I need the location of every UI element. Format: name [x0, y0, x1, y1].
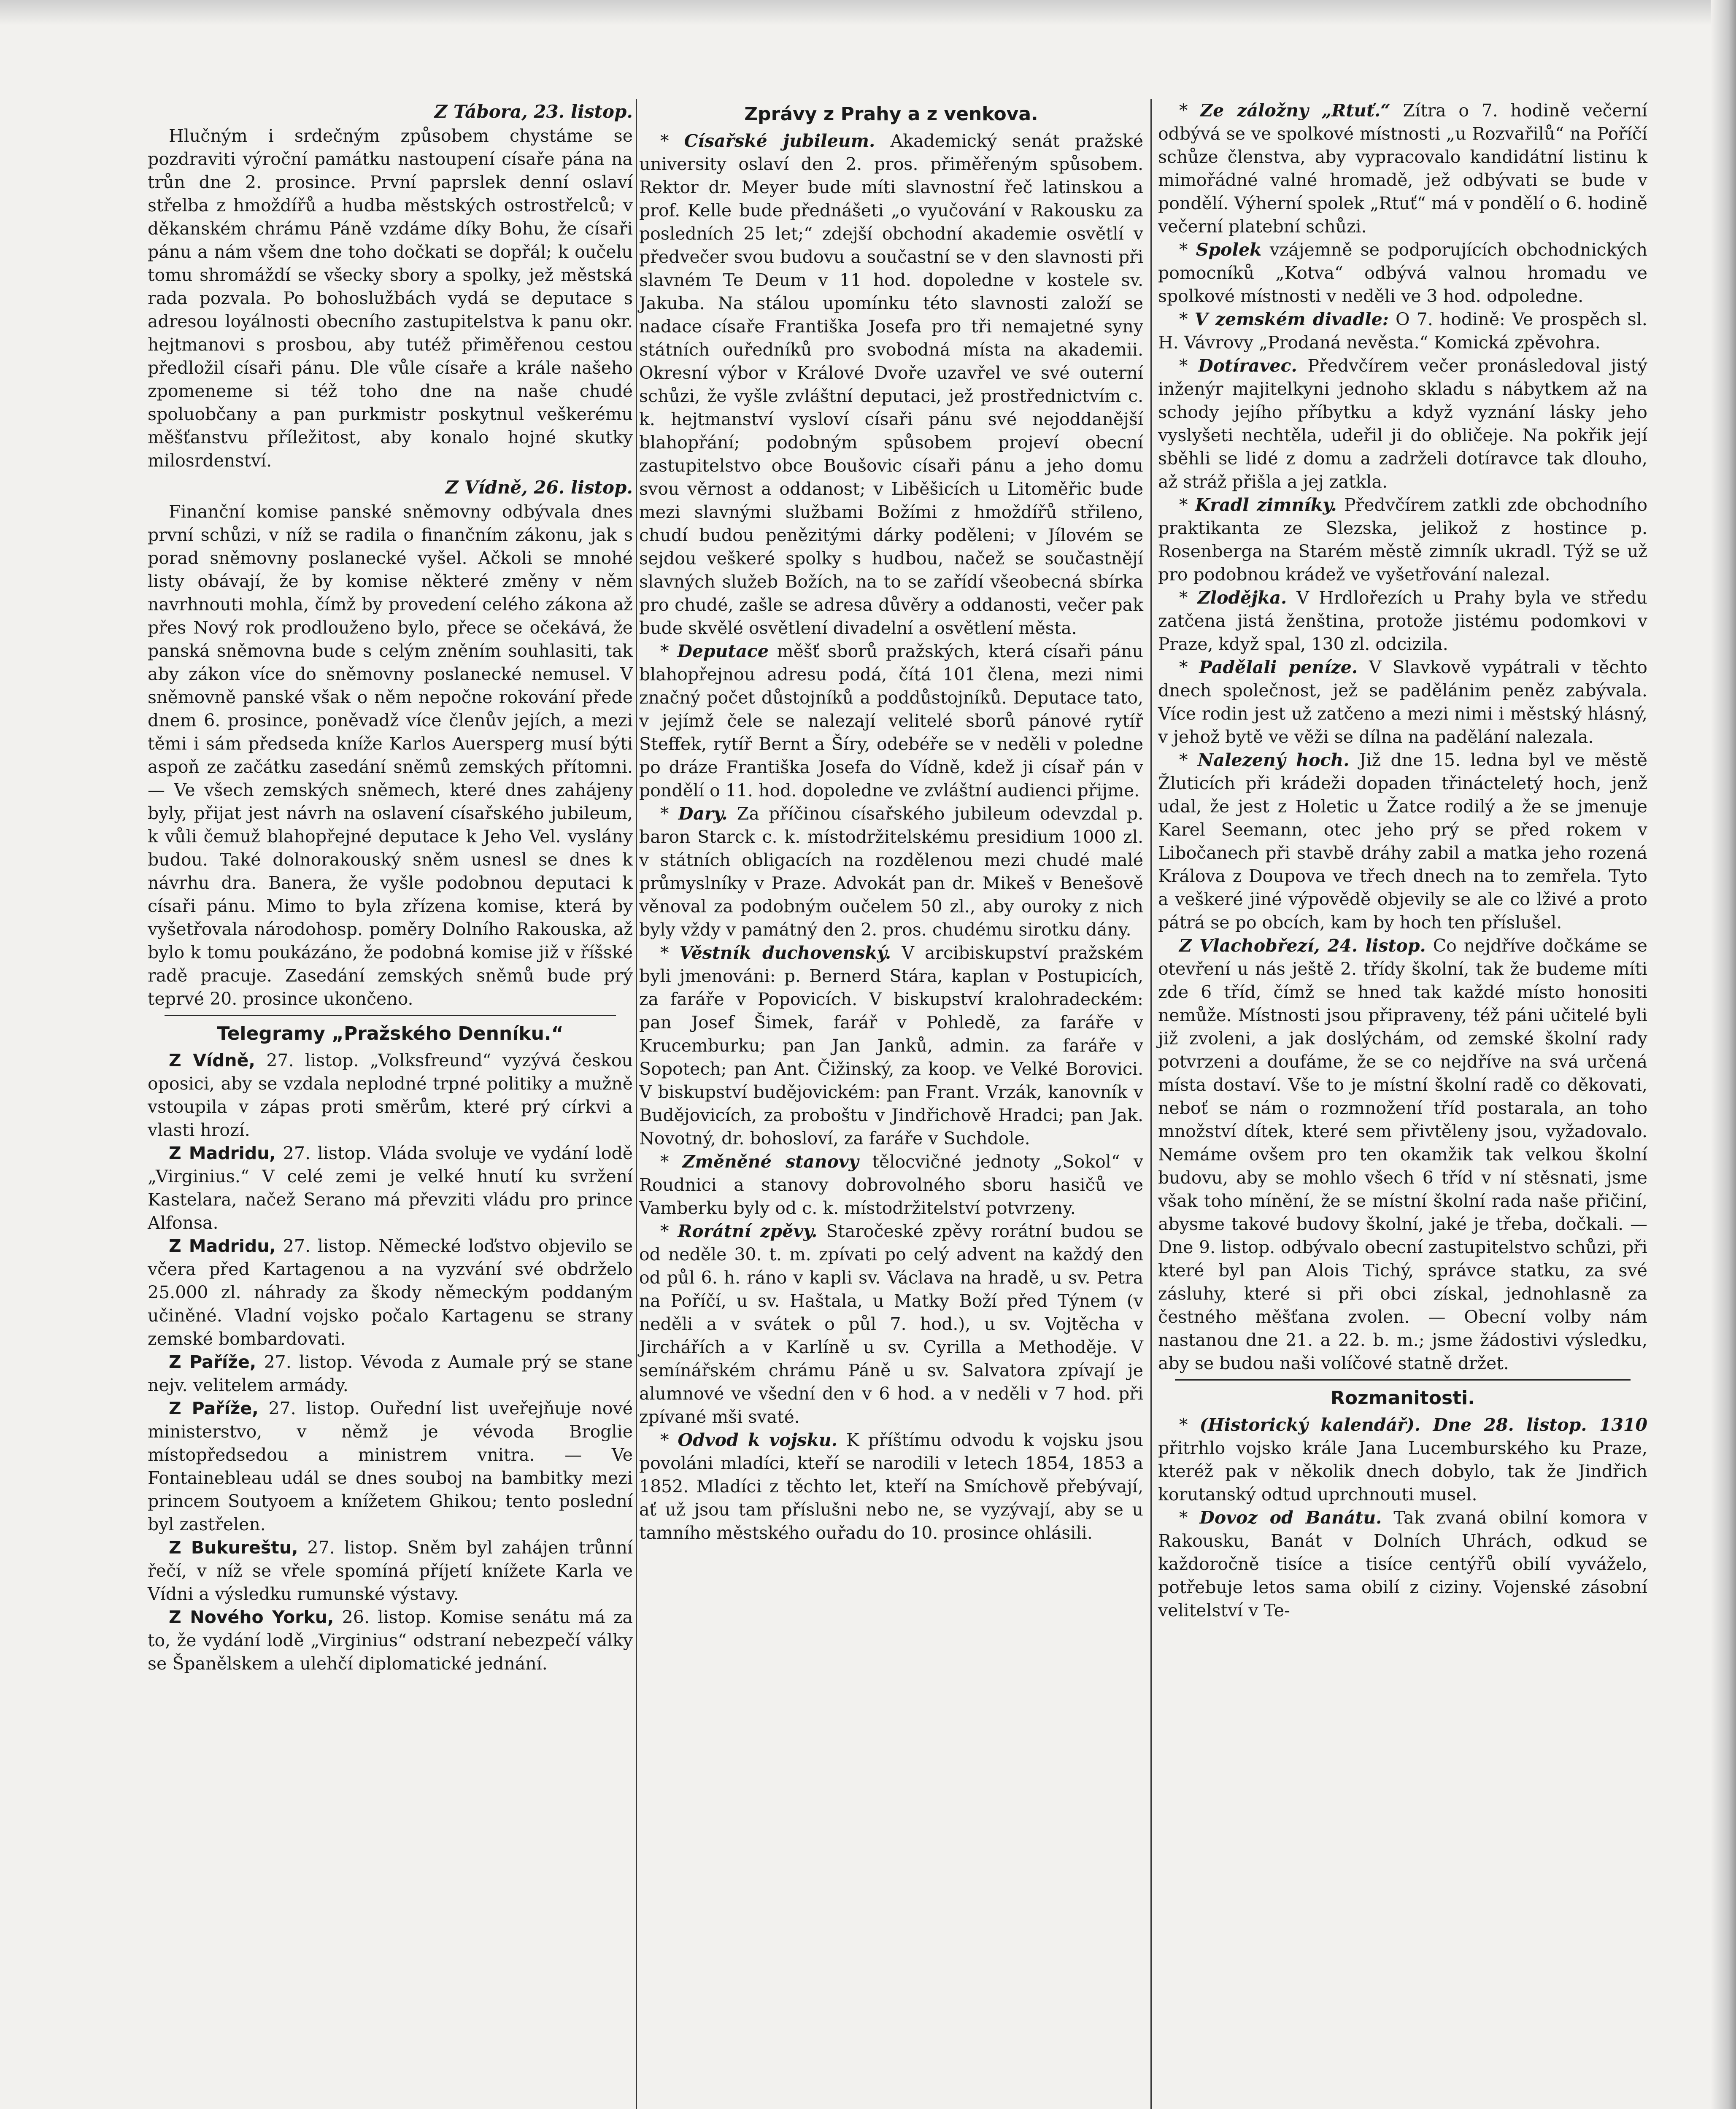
- news-lead: Dotíravec.: [1198, 356, 1297, 376]
- telegram-item: [148, 1351, 633, 1397]
- misc-text: přitrhlo vojsko krále Jana Lucemburského ku Praze, kteréž pak v několik dnech dobylo, tak že Jindřich korutanský odtud uprchnouti musel.: [1158, 1438, 1647, 1505]
- telegram-text: 27. listop. Vévoda z Aumale prý se stane nejv. velitelem armády.: [148, 1352, 633, 1395]
- telegram-text: 27. listop. Sněm byl zahájen trůnní řečí, v níž se vřele spomíná příjetí knížete Karla ve Vídni a výsledku rumunské výstavy.: [148, 1537, 633, 1604]
- news-list-continued: [1158, 99, 1647, 1375]
- news-text: K příštímu odvodu k vojsku jsou povoláni mladíci, kteří se narodili v letech 1854, 1853 a 1852. Mladíci z těchto let, kteří na Smíchově přebývají, ať už jsou tam příslušni nebo ne, se vyzývají, aby se u tamního městského ouřadu do 10. prosince ohlásili.: [639, 1430, 1143, 1543]
- misc-text: Tak zvaná obilní komora v Rakousku, Banát v Dolních Uhrách, odkud se každoročně tisíce a tisíce centýřů obilí vyváželo, potřebuje letos sama obilí z ciziny. Vojenské zásobní velitelství v Te-: [1158, 1508, 1647, 1621]
- news-list: [639, 129, 1143, 1545]
- news-item: [639, 1150, 1143, 1220]
- news-item: [639, 941, 1143, 1150]
- asterisk-icon: *: [660, 1430, 678, 1450]
- news-lead: Císařské jubileum.: [684, 131, 875, 151]
- news-lead: Deputace: [677, 641, 769, 661]
- asterisk-icon: *: [1179, 309, 1195, 329]
- asterisk-icon: *: [1179, 240, 1196, 260]
- news-heading: Zprávy z Prahy a z venkova.: [744, 103, 1038, 125]
- news-item: [1158, 354, 1647, 494]
- asterisk-icon: *: [660, 804, 678, 824]
- news-text: Co nejdříve dočkáme se otevření u nás ještě 2. třídy školní, tak že budeme míti zde 6 tříd, čímž se hned tak každé místo honositi nemůže. Místnosti jsou připraveny, též páni učitelé byli již zvoleni, a jak doslýchám, od zemské školní rady potvrzeni a doufáme, že se co nejdříve na svá určená místa dostaví. Vše to je místní školní radě co děkovati, neboť se nám o rozmnožení tříd postarala, an toho množství dítek, které sem přivtěleny jsou, vyžadovalo. Nemáme ovšem pro ten okamžik tak velkou školní budovu, aby se mohlo všech 6 tříd v ní stěsnati, jsme však toho mínění, že se místní školní rada naše přičiní, abysme takové budovy školní, jaké je třeba, dočkali. — Dne 9. listop. odbývalo obecní zastupitelstvo schůzi, při které byl pan Alois Tichý, správce statku, za své zásluhy, které si při obci získal, jednohlasně za čestného měšťana zvolen. — Obecní volby nám nastanou dne 21. a 22. b. m.; jsme žádostivi výsledku, aby se budou naši volíčové statně držet.: [1158, 936, 1647, 1373]
- news-item: [1158, 586, 1647, 656]
- dateline-vienna: Z Vídně, 26. listop.: [445, 477, 633, 498]
- news-text: O 7. hodině: Ve prospěch sl. H. Vávrovy „Prodaná nevěsta.“ Komická zpěvohra.: [1158, 309, 1647, 353]
- page-right-edge: [1711, 0, 1736, 2109]
- asterisk-icon: *: [660, 1152, 683, 1172]
- article-vienna: Finanční komise panské sněmovny odbývala dnes první schůzi, v níž se radila o finančním zákonu, jak s porad sněmovny poslanecké vyšel. Ačkoli se mnohé listy obávají, že by komise některé změny v něm navrhnouti mohla, čímž by provedení celého zákona až přes Nový rok prodlouženo bylo, přece se očekává, že panská sněmovna bude s celým zněním souhlasiti, tak aby zákon více do sněmovny poslanecké nemusel. V sněmovně panské však o něm nepočne rokování přede dnem 6. prosince, poněvadž více členův jejích, a mezi těmi i sám předseda kníže Karlos Auersperg musí býti aspoň ze začátku zasedání sněmů zemských přítomni. — Ve všech zemských sněmech, které dnes zahájeny byly, přijat jest návrh na oslavení císařského jubileum, k vůli čemuž blahopřejné deputace k Jeho Vel. vyslány budou. Také dolnorakouský sněm usnesl se dnes k návrhu dra. Banera, že vyšle podobnou deputaci k císaři pánu. Mimo to byla zřízena komise, která by vyšetřovala národohosp. poměry Dolního Rakouska, až bylo k tomu poukázáno, že podobná komise již v říšské radě pracuje. Zasedání zemských sněmů bude prý teprvé 20. prosince ukončeno.: [148, 502, 633, 1009]
- news-text: V Hrdlořezích u Prahy byla ve středu zatčena jistá ženština, protože jistému podomkovi v Praze, když spal, 130 zl. odcizila.: [1158, 588, 1647, 654]
- news-item: [1158, 494, 1647, 586]
- news-lead: Dary.: [678, 804, 728, 824]
- misc-item: [1158, 1506, 1647, 1622]
- misc-item: [1158, 1413, 1647, 1506]
- dateline-tabor: Z Tábora, 23. listop.: [434, 101, 633, 122]
- article-tabor: Hlučným i srdečným způsobem chystáme se pozdraviti výroční památku nastoupení císaře pána na trůn dne 2. prosince. První paprslek denní oslaví střelba z hmoždířů a hudba městských ostrostřelců; v děkanském chrámu Páně vzdáme díky Bohu, že císaři pánu a nám všem dne toho dočkati se dopřál; k oučelu tomu shromáždí se všecky sbory a spolky, jež městská rada pozvala. Po bohoslužbách vydá se deputace s adresou loyálnosti obecního zastupitelstva k panu okr. hejtmanovi s prosbou, aby tutéž přiměřenou cestou předložil císaři pánu. Dle vůle císaře a krále našeho zpomeneme si též toho dne na naše chudé spoluobčany a pan purkmistr poskytnul veškerému měšťanstvu příležitost, aby konalo hojné skutky milosrdenství.: [148, 126, 633, 471]
- telegram-place: Z Bukureštu,: [169, 1537, 298, 1558]
- news-text: Předvčírem večer pronásledoval jistý inženýr majitelkyni jednoho skladu s nábytkem až na schody jejího příbytku a když vyznání lásky jeho vyslyšeti nechtěla, udeřil ji do obličeje. Na pokřik její sběhli se lidé z domu a zadrželi dotíravce tak dlouho, až stráž přišla a jej zatkla.: [1158, 356, 1647, 492]
- news-item: [1158, 749, 1647, 934]
- column-right: [1158, 99, 1647, 1622]
- news-text: vzájemně se podporujících obchodnických pomocníků „Kotva“ odbývá valnou hromadu ve spolkové místnosti v neděli ve 3 hod. odpoledne.: [1158, 240, 1647, 306]
- asterisk-icon: *: [1179, 657, 1199, 677]
- news-text: V arcibiskupství pražském byli jmenováni: p. Bernerd Stára, kaplan v Postupicích, za faráře v Popovicích. V biskupství kralohradeckém: pan Josef Šimek, farář v Pohledě, za faráře v Krucemburku; pan Jan Janků, admin. za faráře v Sopotech; pan Ant. Čižinský, za koop. ve Velké Borovici. V biskupství budějovickém: pan Frant. Vrzák, kanovník v Budějovicích, za proboštu v Jindřichově Hradci; pan Jak. Novotný, dr. bohosloví, za faráře v Suchdole.: [639, 943, 1143, 1149]
- news-text: Staročeské zpěvy rorátní budou se od neděle 30. t. m. zpívati po celý advent na každý den od půl 6. h. ráno v kapli sv. Václava na hradě, u sv. Petra na Poříčí, u sv. Haštala, u Matky Boží před Týnem (v neděli a v svátek o půl 7. hod.), u sv. Vojtěcha v Jirchářích a v Karlíně u sv. Cyrilla a Methoděje. V semínářském chrámu Páně u sv. Salvatora zpívají je alumnové ve všední den v 6 hod. a v neděli v 7 hod. při zpívané mši svaté.: [639, 1221, 1143, 1427]
- misc-lead: (Historický kalendář). Dne 28. listop. 1310: [1199, 1415, 1647, 1435]
- news-text: Již dne 15. ledna byl ve městě Žluticích při krádeži dopaden třinácteletý hoch, jenž udal, že jest z Holetic u Žatce rodilý a že se jmenuje Karel Seemann, otec jeho prý se před rokem v Libočanech při stavbě dráhy zabil a matka jeho rozená Králova z Doupova ve třech dnech na to zemřela. Tyto a veškeré jiné výpovědě objevily se ale co lživé a proto pátrá se po obcích, kam by hoch ten příslušel.: [1158, 750, 1647, 933]
- news-lead: Nalezený hoch.: [1197, 750, 1350, 770]
- telegram-item: [148, 1606, 633, 1675]
- asterisk-icon: *: [660, 1221, 678, 1241]
- news-lead: Ze záložny „Rtuť.“: [1200, 100, 1390, 121]
- misc-lead: Dovoz od Banátu.: [1199, 1508, 1382, 1528]
- news-lead: Věstník duchovenský.: [679, 943, 891, 963]
- telegram-text: 27. listop. Vláda svoluje ve vydání lodě „Virginius.“ V celé zemi je velké hnutí ku svržení Kastelara, načež Serano má převziti vládu pro prince Alfonsa.: [148, 1143, 633, 1233]
- telegram-text: 27. listop. „Volksfreund“ vyzývá českou oposici, aby se vzdala neplodné trpné politiky a mužně vstoupila v zápas proti směrům, které prý církvi a vlasti hrozí.: [148, 1050, 633, 1140]
- news-text: měšť sborů pražských, která císaři pánu blahopřejnou adresu podá, čítá 101 člena, mezi nimi značný počet důstojníků a poddůstojníků. Deputace tato, v jejímž čele se nalezají velitelé sborů pánové rytíř Steffek, rytíř Bernt a Šíry, odebéře se v neděli v poledne po dráze Františka Josefa do Vídně, kdež ji císař pán v pondělí o 11. hod. dopoledne ve zvláštní audienci přijme.: [639, 641, 1143, 801]
- news-item: [639, 1429, 1143, 1545]
- telegram-place: Z Nového Yorku,: [169, 1607, 334, 1627]
- asterisk-icon: *: [660, 131, 684, 151]
- news-item: [639, 640, 1143, 802]
- news-item: [639, 802, 1143, 941]
- asterisk-icon: *: [1179, 1508, 1200, 1528]
- column-left: [148, 99, 633, 1675]
- news-text: Akademický senát pražské university oslaví den 2. pros. přiměřeným spůsobem. Rektor dr. Meyer bude míti slavnostní řeč latinskou a prof. Kelle bude přednášeti „o vyučování v Rakousku za posledních 25 let;“ zdejší obchodní akademie osvětlí v předvečer svou budovu a součastní se v den slavnosti při slavném Te Deum v 11 hod. dopoledne v kostele sv. Jakuba. Na stálou upomínku této slavnosti založí se nadace císaře Františka Josefa pro tři nemajetné syny státních ouředníků pro svobodná místa na akademii. Okresní výbor v Králové Dvoře uzavřel ve své outerní schůzi, že vyšle zvláštní deputaci, jež prostřednictvím c. k. hejtmanství vysloví císaři pánu své nejoddanější blahopřání; podobným spůsobem projeví obecní zastupitelstvo obce Boušovic císaři pánu a jeho domu svou věrnost a oddanost; v Liběšicích u Litoměřic bude mezi slavnými službami Božími z hmoždířů střileno, chudí budou penězitými dárky poděleni; v Jílovém se sejdou veškeré spolky s hudbou, načež se součastnějí slavných služeb Božích, na to se zařídí všeobecná sbírka pro chudé, zašle se adresa důvěry a oddanosti, večer pak bude skvělé osvětlení divadelní a osvětlení města.: [639, 131, 1143, 638]
- asterisk-icon: *: [1179, 750, 1198, 770]
- news-lead: V zemském divadle:: [1194, 309, 1389, 329]
- telegram-list: [148, 1049, 633, 1675]
- telegram-text: 27. listop. Německé loďstvo objevilo se včera před Kartagenou a na vyzvání své obdrželo 25.000 zl. náhrady za škody německým poddaným učiněné. Vladní vojsko počalo Kartagenu se strany zemské bombardovati.: [148, 1236, 633, 1349]
- column-middle: [639, 99, 1143, 1545]
- telegram-item: [148, 1536, 633, 1606]
- news-text: Za příčinou císařského jubileum odevzdal p. baron Starck c. k. místodržitelskému presidium 1000 zl. v státních obligacích na rozdělenou mezi chudé malé průmyslníky v Praze. Advokát pan dr. Mikeš v Benešově věnoval za podobným oučelem 50 zl., aby ouroky z nich byly vždy v památný den 2. pros. chudému sirotku dány.: [639, 804, 1143, 940]
- page-top-edge: [0, 0, 1736, 25]
- asterisk-icon: *: [1179, 588, 1198, 608]
- news-item: [1158, 99, 1647, 238]
- asterisk-icon: *: [1179, 100, 1201, 121]
- telegram-place: Z Vídně,: [169, 1050, 255, 1071]
- telegram-item: [148, 1142, 633, 1235]
- news-lead: Padělali peníze.: [1199, 657, 1358, 677]
- dateline-vlachobrezi: Z Vlachobřezí, 24. listop.: [1179, 936, 1426, 956]
- telegram-item: [148, 1235, 633, 1351]
- telegram-place: Z Paříže,: [169, 1352, 256, 1372]
- news-text: V Slavkově vypátrali v těchto dnech společnost, jež se padělánim peněz zabývala. Více rodin jest už zatčeno a mezi nimi i městský hlásný, v jehož bytě ve věži se dílna na padělání nalezala.: [1158, 657, 1647, 747]
- news-lead: Rorátní zpěvy.: [678, 1221, 818, 1241]
- asterisk-icon: *: [1179, 495, 1195, 515]
- misc-heading: Rozmanitosti.: [1331, 1387, 1475, 1409]
- telegram-place: Z Paříže,: [169, 1398, 259, 1419]
- news-item: [639, 129, 1143, 640]
- misc-list: [1158, 1413, 1647, 1622]
- news-lead: Odvod k vojsku.: [678, 1430, 837, 1450]
- news-item: [1158, 934, 1647, 1375]
- news-text: tělocvičné jednoty „Sokol“ v Roudnici a stanovy dobrovolného sboru hasičů ve Vamberku byly od c. k. místodržitelství potvrzeny.: [639, 1152, 1143, 1218]
- telegram-item: [148, 1049, 633, 1142]
- news-item: [639, 1220, 1143, 1429]
- news-text: Předvčírem zatkli zde obchodního praktikanta ze Slezska, jelikož z hostince p. Rosenberga na Starém městě zimník ukradl. Týž se už pro podobnou krádež ve vyšetřování nalezal.: [1158, 495, 1647, 585]
- telegrams-heading: Telegramy „Pražského Denníku.“: [217, 1023, 564, 1044]
- telegram-place: Z Madridu,: [169, 1236, 276, 1256]
- column-rule: [636, 99, 637, 2109]
- news-item: [1158, 238, 1647, 308]
- asterisk-icon: *: [1179, 356, 1199, 376]
- asterisk-icon: *: [660, 641, 678, 661]
- news-item: [1158, 656, 1647, 749]
- asterisk-icon: *: [1179, 1415, 1200, 1435]
- news-lead: Kradl zimníky.: [1195, 495, 1337, 515]
- news-text: Zítra o 7. hodině večerní odbývá se ve spolkové místnosti „u Rozvařilů“ na Poříčí schůze členstva, aby vypracovalo kandidátní listinu k mimořádné valné hromadě, jež odbývati se bude v pondělí. Výherní spolek „Rtuť“ má v pondělí o 6. hodině večerní platební schůzi.: [1158, 100, 1647, 237]
- news-lead: Zlodějka.: [1197, 588, 1287, 608]
- section-divider: [1175, 1379, 1631, 1381]
- telegram-text: 27. listop. Ouřední list uveřejňuje nové ministerstvo, v němž je vévoda Broglie místopředsedou a ministrem vnitra. — Ve Fontainebleau udál se dnes souboj na bambitky mezi princem Soutyoem a knížetem Ghikou; tento poslední byl zastřelen.: [148, 1398, 633, 1535]
- telegram-text: 26. listop. Komise senátu má za to, že vydání lodě „Virginius“ odstraní nebezpečí války se Španělskem a ulehčí diplomatické jednání.: [148, 1607, 633, 1674]
- news-lead: Změněné stanovy: [682, 1152, 859, 1172]
- news-item: [1158, 308, 1647, 354]
- section-divider: [165, 1015, 616, 1016]
- telegram-item: [148, 1397, 633, 1536]
- news-lead: Spolek: [1196, 240, 1262, 260]
- telegram-place: Z Madridu,: [169, 1143, 276, 1163]
- asterisk-icon: *: [660, 943, 680, 963]
- column-rule: [1150, 99, 1152, 2109]
